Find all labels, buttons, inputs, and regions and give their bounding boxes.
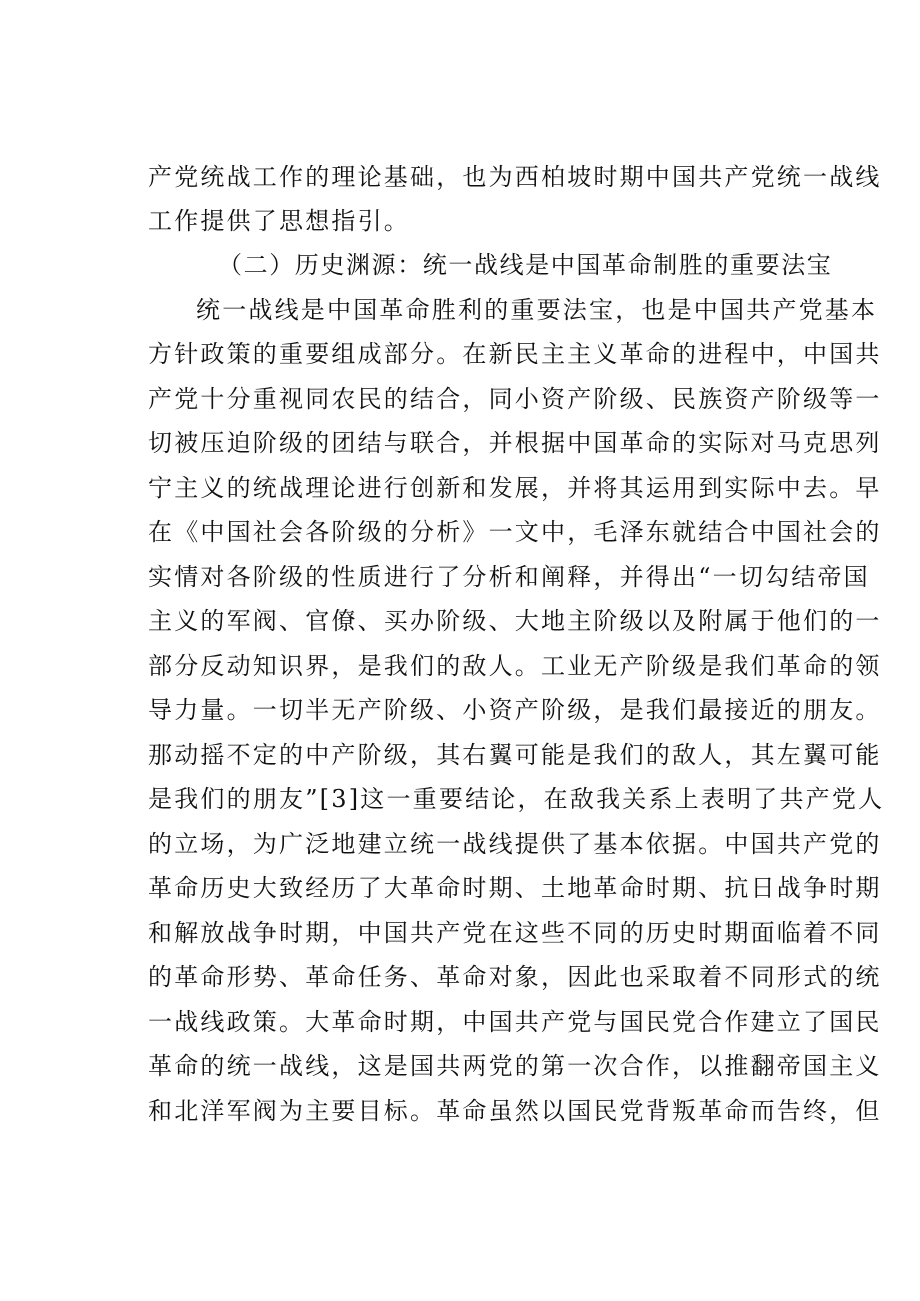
body-text-line: 工作提供了思想指引。	[148, 207, 410, 235]
body-text-line: 的革命形势、革命任务、革命对象，因此也采取着不同形式的统	[148, 963, 882, 991]
body-text-line: 切被压迫阶级的团结与联合，并根据中国革命的实际对马克思列	[148, 429, 882, 457]
body-text-line: 宁主义的统战理论进行创新和发展，并将其运用到实际中去。早	[148, 474, 882, 502]
body-text-line: 统一战线是中国革命胜利的重要法宝，也是中国共产党基本	[196, 296, 878, 324]
body-text-line: 革命的统一战线，这是国共两党的第一次合作，以推翻帝国主义	[148, 1052, 882, 1080]
body-text-line: 和解放战争时期，中国共产党在这些不同的历史时期面临着不同	[148, 919, 882, 947]
body-text-line: 和北洋军阀为主要目标。革命虽然以国民党背叛革命而告终，但	[148, 1097, 882, 1125]
section-heading: （二）历史渊源：统一战线是中国革命制胜的重要法宝	[218, 251, 833, 279]
body-text-line: 在《中国社会各阶级的分析》一文中，毛泽东就结合中国社会的	[148, 518, 882, 546]
body-text-line: 导力量。一切半无产阶级、小资产阶级，是我们最接近的朋友。	[148, 696, 882, 724]
body-text-line: 实情对各阶级的性质进行了分析和阐释，并得出“一切勾结帝国	[148, 563, 870, 591]
body-text-line: 产党统战工作的理论基础，也为西柏坡时期中国共产党统一战线	[148, 163, 882, 191]
body-text-line: 革命历史大致经历了大革命时期、土地革命时期、抗日战争时期	[148, 874, 882, 902]
body-text-line: 的立场，为广泛地建立统一战线提供了基本依据。中国共产党的	[148, 830, 882, 858]
body-text-line: 是我们的朋友”[3]这一重要结论，在敌我关系上表明了共产党人	[148, 785, 885, 813]
body-text-line: 产党十分重视同农民的结合，同小资产阶级、民族资产阶级等一	[148, 385, 882, 413]
body-text-line: 那动摇不定的中产阶级，其右翼可能是我们的敌人，其左翼可能	[148, 741, 882, 769]
body-text-line: 方针政策的重要组成部分。在新民主主义革命的进程中，中国共	[148, 340, 882, 368]
body-text-line: 主义的军阀、官僚、买办阶级、大地主阶级以及附属于他们的一	[148, 607, 882, 635]
body-text-line: 部分反动知识界，是我们的敌人。工业无产阶级是我们革命的领	[148, 652, 882, 680]
body-text-line: 一战线政策。大革命时期，中国共产党与国民党合作建立了国民	[148, 1008, 882, 1036]
